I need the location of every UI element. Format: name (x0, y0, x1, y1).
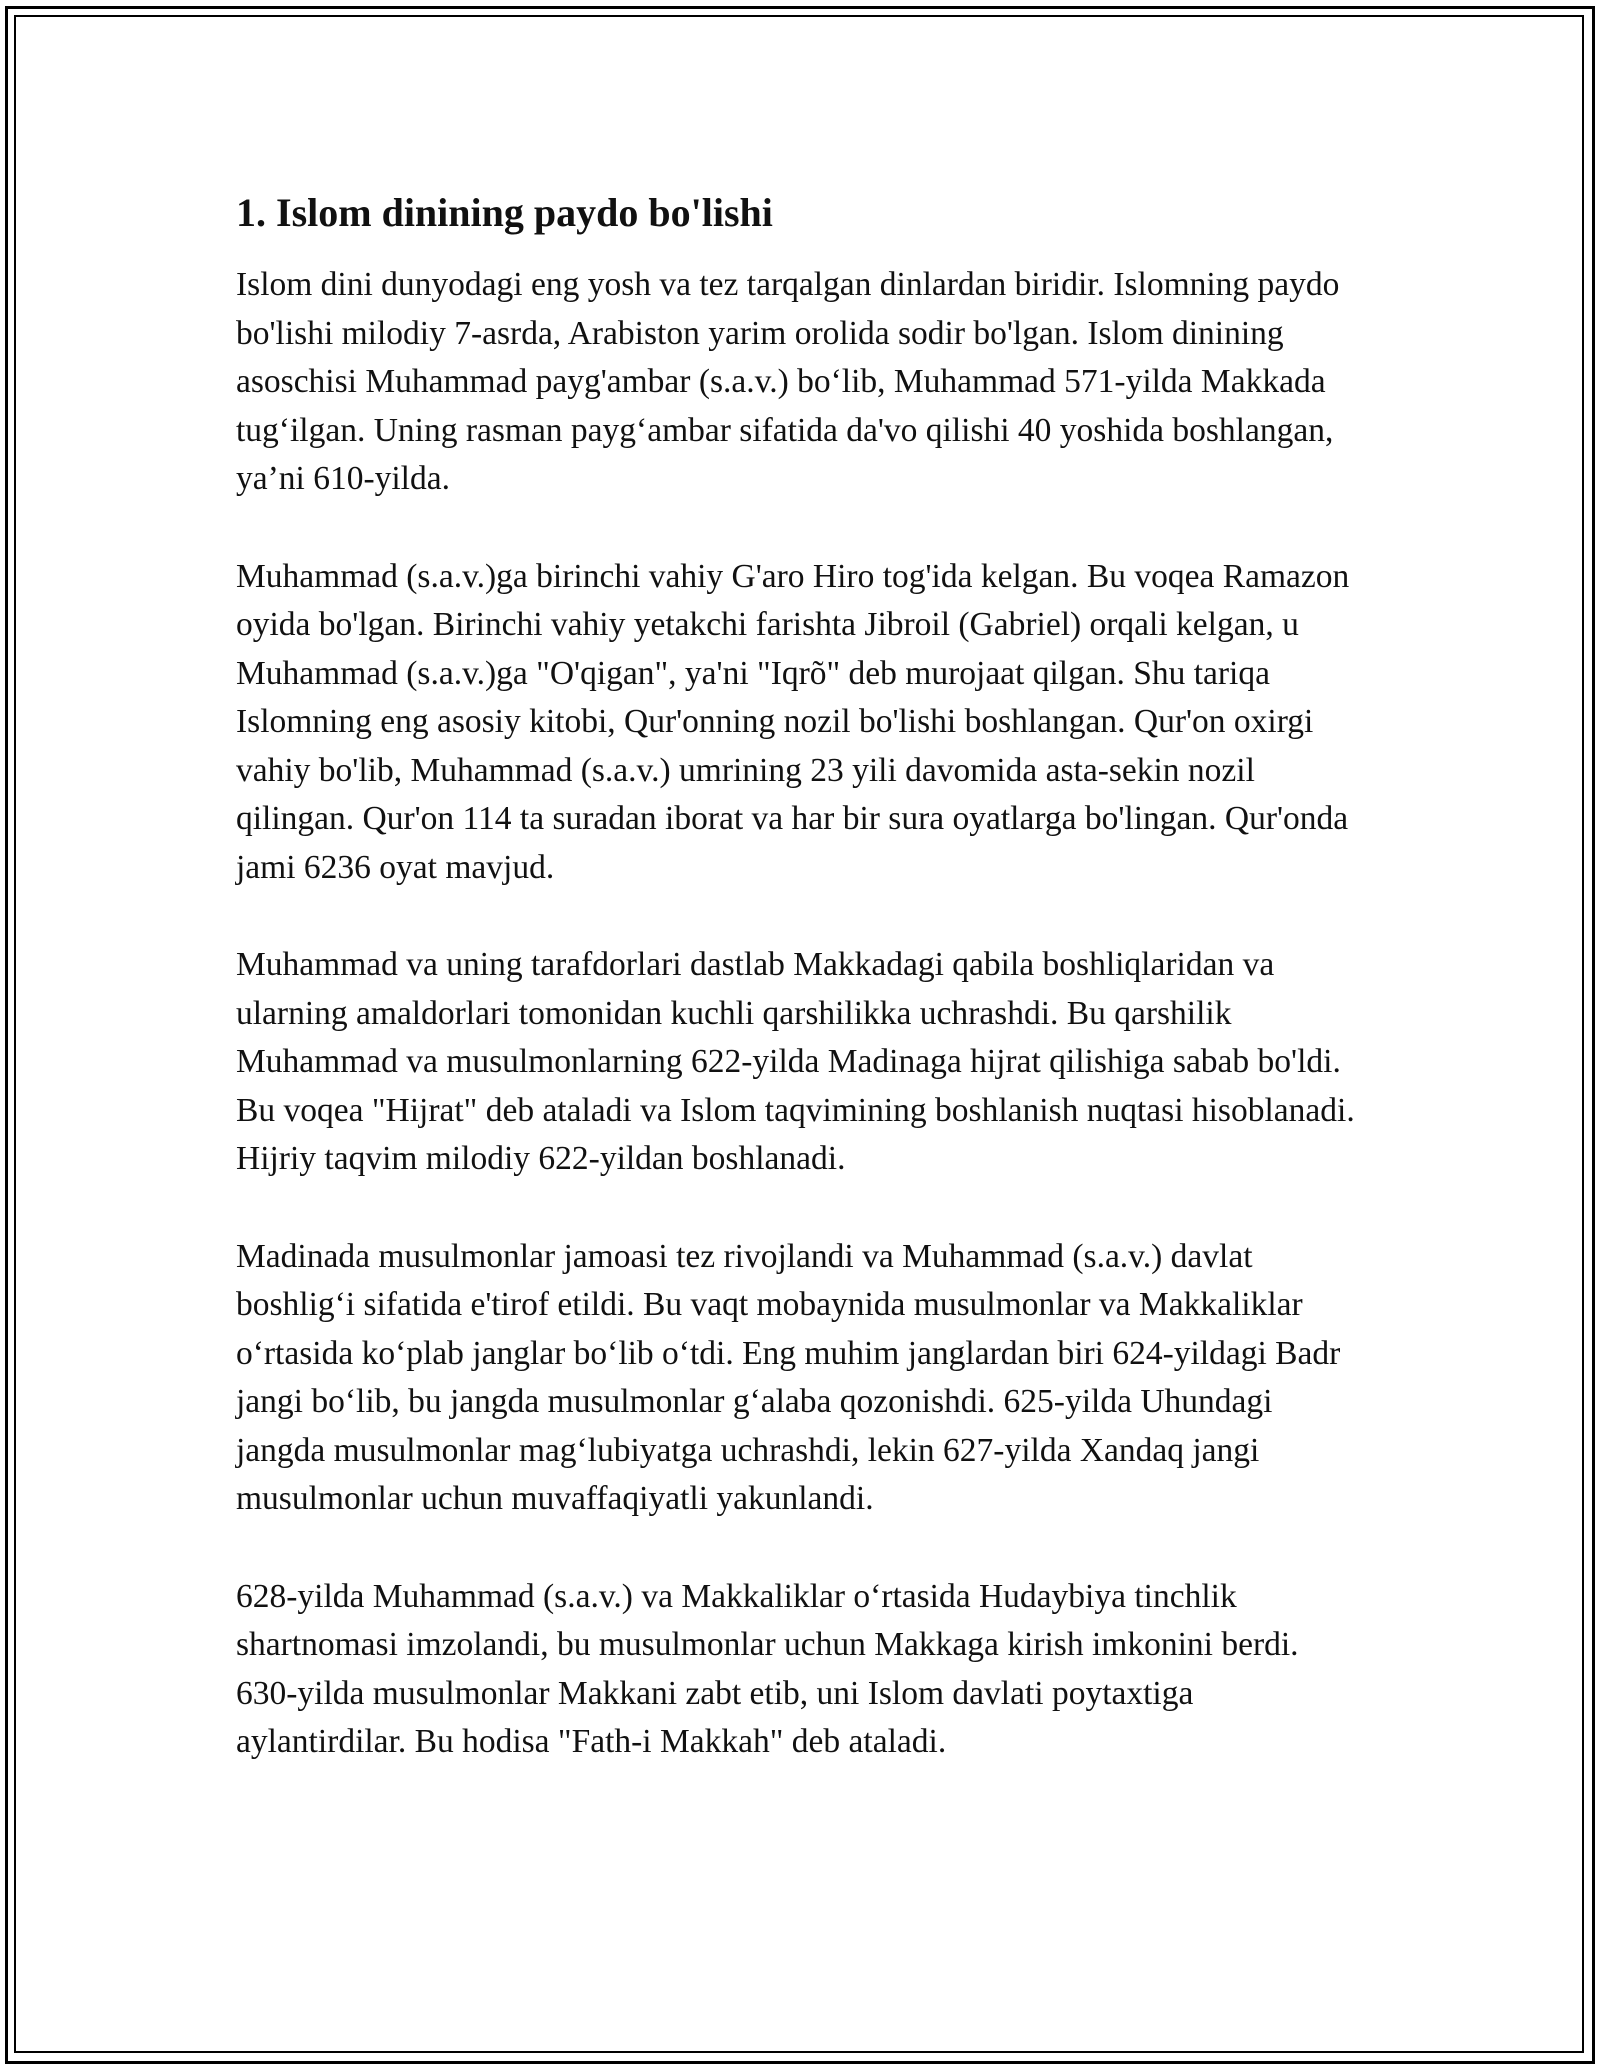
section-heading: 1. Islom dinining paydo bo'lishi (236, 190, 773, 235)
paragraph-2: Muhammad (s.a.v.)ga birinchi vahiy G'aro Hiro tog'ida kelgan. Bu voqea Ramazon oyida bo'lgan. Birinchi vahiy yetakchi farishta Jibroil (Gabriel) orqali kelgan, u Muhammad (s.a.v.)ga "O'qigan", ya'ni "Iqrõ" deb murojaat qilgan. Shu tariqa Islomning eng asosiy kitobi, Qur'onning nozil bo'lishi boshlangan. Qur'on oxirgi vahiy bo'lib, Muhammad (s.a.v.) umrining 23 yili davomida asta-sekin nozil qilingan. Qur'on 114 ta suradan iborat va har bir sura oyatlarga bo'lingan. Qur'onda jami 6236 oyat mavjud. (236, 557, 1350, 886)
paragraph-3: Muhammad va uning tarafdorlari dastlab Makkadagi qabila boshliqlaridan va ularning amaldorlari tomonidan kuchli qarshilikka uchrashdi. Bu qarshilik Muhammad va musulmonlarning 622-yilda Madinaga hijrat qilishiga sabab bo'ldi. Bu voqea "Hijrat" deb ataladi va Islom taqvimining boshlanish nuqtasi hisoblanadi. Hijriy taqvim milodiy 622-yildan boshlanadi. (236, 946, 1355, 1177)
paragraph-5: 628-yilda Muhammad (s.a.v.) va Makkaliklar o‘rtasida Hudaybiya tinchlik shartnomasi imzolandi, bu musulmonlar uchun Makkaga kirish imkonini berdi. 630-yilda musulmonlar Makkani zabt etib, uni Islom davlati poytaxtiga aylantirdilar. Bu hodisa "Fath-i Makkah" deb ataladi. (236, 1577, 1299, 1760)
document-body (236, 185, 1366, 1816)
paragraph-1: Islom dini dunyodagi eng yosh va tez tarqalgan dinlardan biridir. Islomning paydo bo'lishi milodiy 7-asrda, Arabiston yarim orolida sodir bo'lgan. Islom dinining asoschisi Muhammad payg'ambar (s.a.v.) bo‘lib, Muhammad 571-yilda Makkada tug‘ilgan. Uning rasman payg‘ambar sifatida da'vo qilishi 40 yoshida boshlangan, ya’ni 610-yilda. (236, 266, 1340, 497)
paragraph-4: Madinada musulmonlar jamoasi tez rivojlandi va Muhammad (s.a.v.) davlat boshlig‘i sifatida e'tirof etildi. Bu vaqt mobaynida musulmonlar va Makkaliklar o‘rtasida ko‘plab janglar bo‘lib o‘tdi. Eng muhim janglardan biri 624-yildagi Badr jangi bo‘lib, bu jangda musulmonlar g‘alaba qozonishdi. 625-yilda Uhundagi jangda musulmonlar mag‘lubiyatga uchrashdi, lekin 627-yilda Xandaq jangi musulmonlar uchun muvaffaqiyatli yakunlandi. (236, 1237, 1341, 1517)
